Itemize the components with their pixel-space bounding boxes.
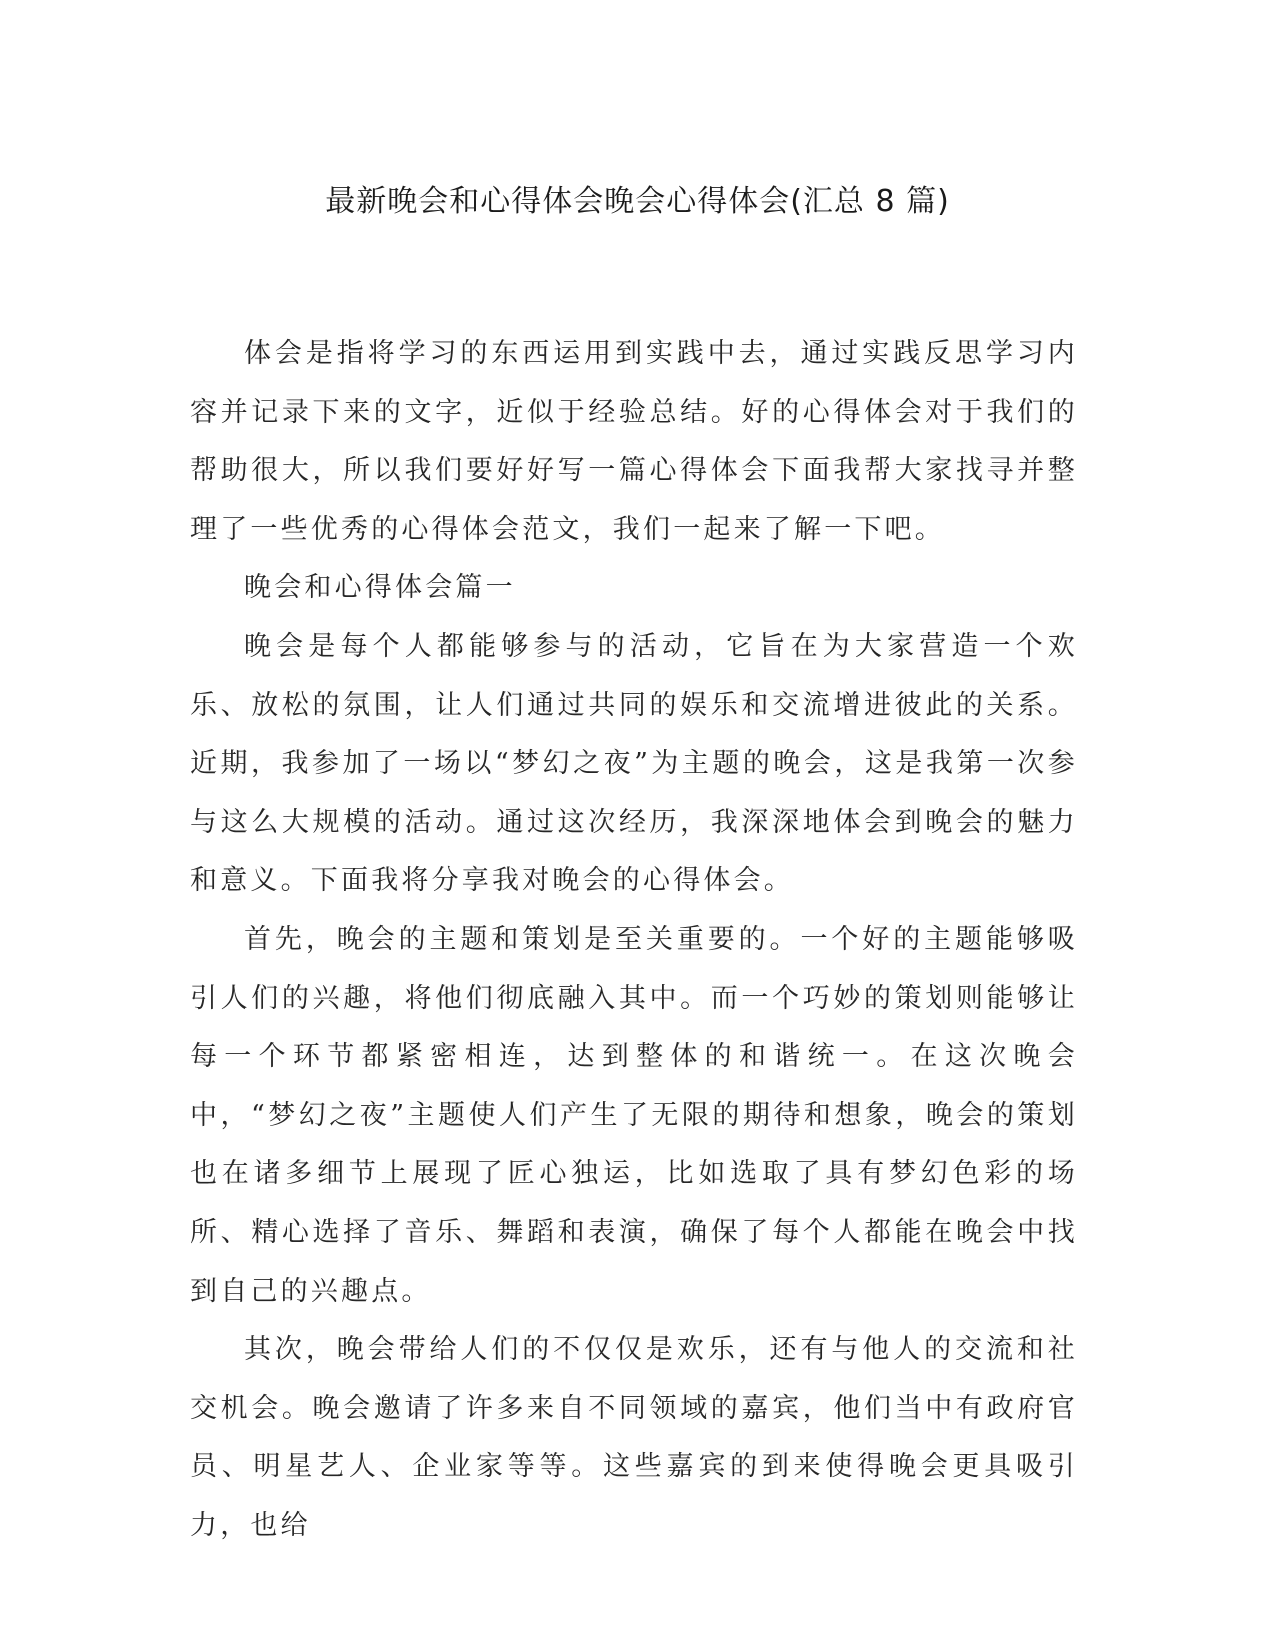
document-body xyxy=(190,325,1078,1555)
section-heading: 晚会和心得体会篇一 xyxy=(244,572,516,604)
intro-paragraph: 体会是指将学习的东西运用到实践中去，通过实践反思学习内容并记录下来的文字，近似于经验总结。好的心得体会对于我们的帮助很大，所以我们要好好写一篇心得体会下面我帮大家找寻并整理了一些优秀的心得体会范文，我们一起来了解一下吧。 xyxy=(190,338,1078,545)
document-title: 最新晚会和心得体会晚会心得体会(汇总 8 篇) xyxy=(325,184,950,219)
body-paragraph: 其次，晚会带给人们的不仅仅是欢乐，还有与他人的交流和社交机会。晚会邀请了许多来自不同领域的嘉宾，他们当中有政府官员、明星艺人、企业家等等。这些嘉宾的到来使得晚会更具吸引力，也给 xyxy=(190,1334,1078,1541)
body-paragraph: 首先，晚会的主题和策划是至关重要的。一个好的主题能够吸引人们的兴趣，将他们彻底融入其中。而一个巧妙的策划则能够让每一个环节都紧密相连，达到整体的和谐统一。在这次晚会中，“梦幻之夜”主题使人们产生了无限的期待和想象，晚会的策划也在诸多细节上展现了匠心独运，比如选取了具有梦幻色彩的场所、精心选择了音乐、舞蹈和表演，确保了每个人都能在晚会中找到自己的兴趣点。 xyxy=(190,923,1078,1307)
body-paragraph: 晚会是每个人都能够参与的活动，它旨在为大家营造一个欢乐、放松的氛围，让人们通过共同的娱乐和交流增进彼此的关系。近期，我参加了一场以“梦幻之夜”为主题的晚会，这是我第一次参与这么大规模的活动。通过这次经历，我深深地体会到晚会的魅力和意义。下面我将分享我对晚会的心得体会。 xyxy=(190,630,1078,897)
